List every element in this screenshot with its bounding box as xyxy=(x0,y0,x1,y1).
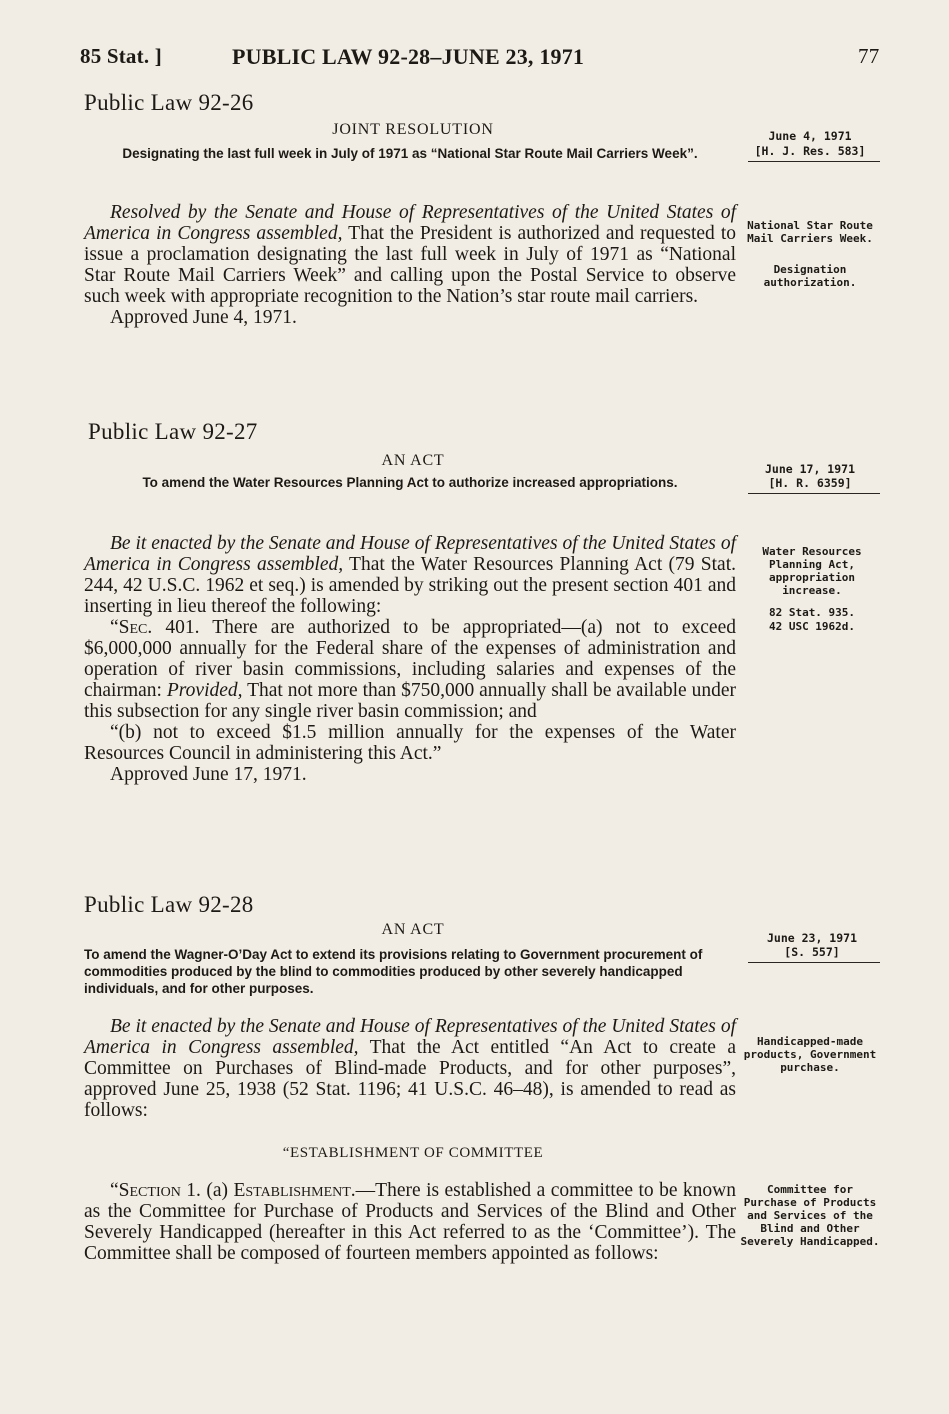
law-text-92-27 xyxy=(84,533,736,785)
law-type-92-28: AN ACT xyxy=(381,921,445,938)
law-reference-92-27: [H. R. 6359] xyxy=(768,476,852,490)
law-title-92-28: Public Law 92-28 xyxy=(84,892,254,917)
law-title-92-26: Public Law 92-26 xyxy=(84,90,254,115)
approved-line: Approved June 4, 1971. xyxy=(110,307,297,328)
margin-note: 42 USC 1962d. xyxy=(768,620,856,633)
section-a-proviso-text: That not more than $750,000 annually shall be available under this subsection for any single river basin commission; and xyxy=(84,680,736,722)
law-date-92-26: June 4, 1971 xyxy=(768,129,852,143)
body-text: That the President is authorized and requested to issue a proclamation designating the last full week in July of 1971 as “National Star Route Mail Carriers Week” and calling upon the Postal Service to observe such week with appropriate recognition to the Nation’s star route mail carriers. xyxy=(84,223,736,307)
margin-note: Handicapped-made products, Government purchase. xyxy=(743,1035,877,1074)
margin-note: National Star Route Mail Carriers Week. xyxy=(747,219,873,245)
section-body: .—There is established a committee to be known as the Committee for Purchase of Products and Services of the Blind and Other Severely Handicapped (hereafter in this Act referred to as the ‘Committee’). The Committee shall be composed of fourteen members appointed as follows: xyxy=(84,1180,736,1264)
margin-note: Designation authorization. xyxy=(763,263,857,289)
divider xyxy=(748,493,880,494)
proviso: Provided, xyxy=(166,680,243,701)
header-volume: 85 Stat. ] xyxy=(80,44,162,68)
section-b-text: “(b) not to exceed $1.5 million annually for the expenses of the Water Resources Council in administering this Act.” xyxy=(84,722,736,764)
section-heading: “ESTABLISHMENT OF COMMITTEE xyxy=(282,1145,544,1161)
section-label: “Section xyxy=(110,1180,181,1201)
enacting-clause: Be it enacted by the Senate and House of Representatives of the United States of America in Congress assembled, xyxy=(84,533,736,575)
section-1-text xyxy=(84,1180,736,1264)
law-type-92-27: AN ACT xyxy=(381,452,445,469)
margin-note: Water Resources Planning Act, appropriation increase. xyxy=(762,545,862,597)
body-text: That the Act entitled “An Act to create a Committee on Purchases of Blind-made Products, and for other purposes”, approved June 25, 1938 (52 Stat. 1196; 41 U.S.C. 46–48), is amended to read as follows: xyxy=(84,1037,737,1121)
law-description-92-26: Designating the last full week in July of 1971 as “National Star Route Mail Carriers Week”. xyxy=(122,146,698,161)
law-reference-92-28: [S. 557] xyxy=(784,945,840,959)
law-title-92-27: Public Law 92-27 xyxy=(88,419,258,444)
law-text-92-26 xyxy=(84,202,736,328)
margin-note: Committee for Purchase of Products and Services of the Blind and Other Severely Handicapped. xyxy=(740,1183,880,1248)
law-date-92-28: June 23, 1971 xyxy=(766,931,857,945)
section-a-text: 401. There are authorized to be appropriated—(a) not to exceed $6,000,000 annually for the Federal share of the expenses of administration and operation of river basin commissions, including salaries and expenses of the chairman: xyxy=(84,617,736,701)
divider xyxy=(748,962,880,963)
margin-note: 82 Stat. 935. xyxy=(768,606,856,619)
law-reference-92-26: [H. J. Res. 583] xyxy=(754,144,866,158)
header-title: PUBLIC LAW 92-28–JUNE 23, 1971 xyxy=(232,44,585,69)
law-description-92-27: To amend the Water Resources Planning Act to authorize increased appropriations. xyxy=(142,475,678,490)
approved-line: Approved June 17, 1971. xyxy=(110,764,307,785)
section-number: 1. (a) xyxy=(180,1180,234,1201)
enacting-clause: Be it enacted by the Senate and House of Representatives of the United States of America in Congress assembled, xyxy=(84,1016,736,1058)
enacting-clause: Resolved by the Senate and House of Representatives of the United States of America in Congress assembled, xyxy=(84,202,736,244)
law-description-92-28: To amend the Wagner-O’Day Act to extend its provisions relating to Government procurement of commodities produced by the blind to commodities produced by other severely handicapped individuals, and for other purposes. xyxy=(84,947,703,996)
subsection-heading: Establishment xyxy=(233,1180,351,1201)
body-text: That the Water Resources Planning Act (79 Stat. 244, 42 U.S.C. 1962 et seq.) is amended by striking out the present section 401 and inserting in lieu thereof the following: xyxy=(84,554,736,617)
law-type-92-26: JOINT RESOLUTION xyxy=(332,121,494,138)
page-number: 77 xyxy=(858,44,880,68)
divider xyxy=(748,161,880,162)
law-text-92-28 xyxy=(84,1016,736,1121)
law-date-92-27: June 17, 1971 xyxy=(764,462,855,476)
section-label: “Sec. xyxy=(110,617,153,638)
